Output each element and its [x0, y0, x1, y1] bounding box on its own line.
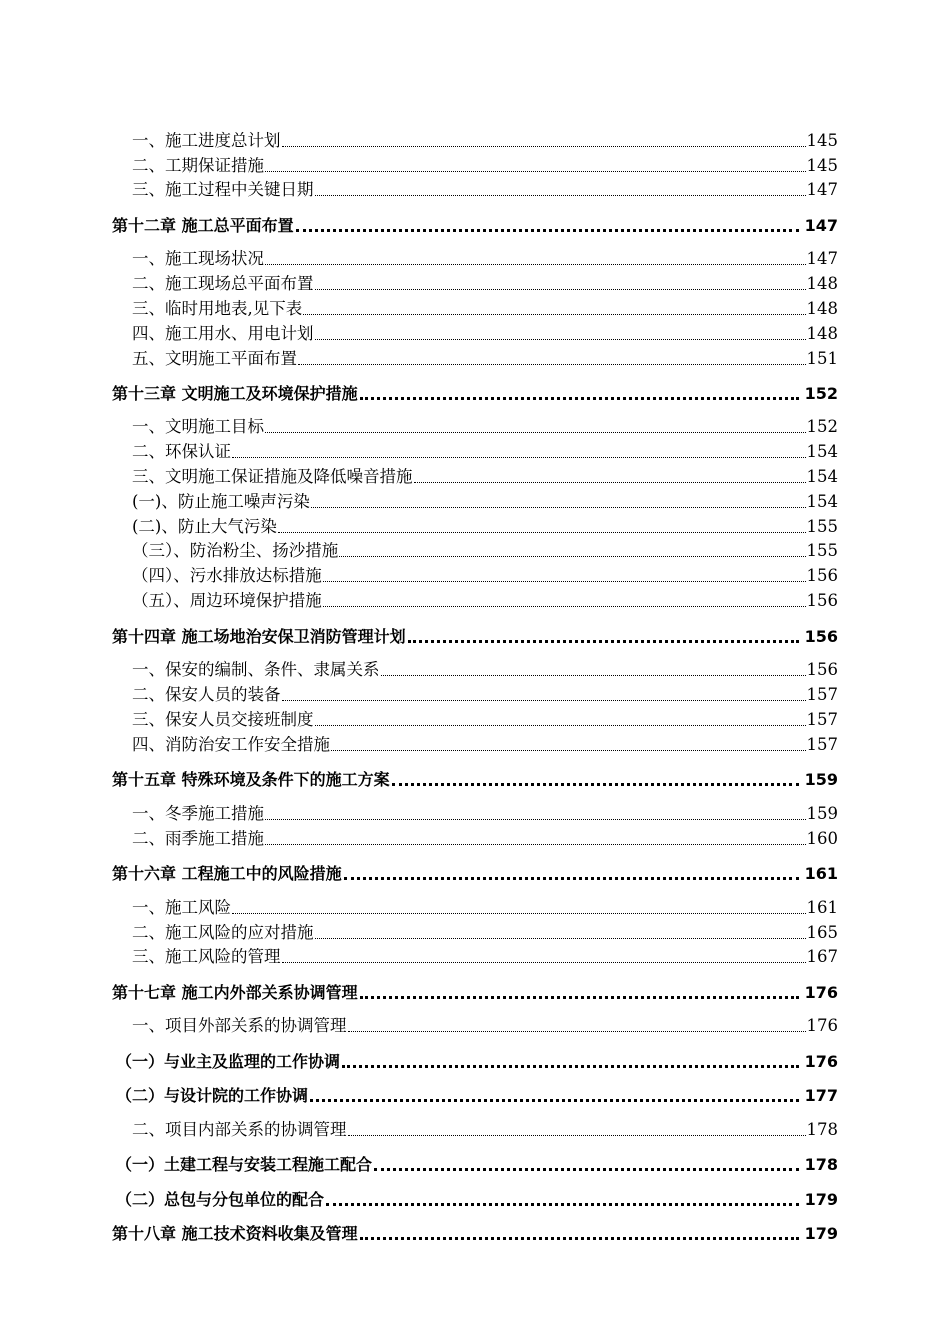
- toc-entry-label: 第十七章 施工内外部关系协调管理: [112, 983, 358, 1002]
- toc-page-number: 148: [806, 299, 838, 318]
- toc-entry-label: 一、施工风险: [132, 898, 231, 917]
- toc-section-entry[interactable]: [112, 1119, 838, 1141]
- toc-entry-label: （一）与业主及监理的工作协调: [116, 1052, 341, 1071]
- toc-page-number: 157: [806, 685, 838, 704]
- toc-section-entry[interactable]: [112, 1084, 838, 1108]
- toc-dot-leader: [360, 1237, 799, 1240]
- toc-entry-label: 第十五章 特殊环境及条件下的施工方案: [112, 770, 390, 789]
- toc-section-entry[interactable]: [112, 565, 838, 587]
- toc-section-entry[interactable]: [112, 684, 838, 706]
- toc-section-entry[interactable]: [112, 348, 838, 370]
- toc-page-number: 161: [806, 898, 838, 917]
- toc-page-number: 179: [804, 1224, 838, 1243]
- toc-section-entry[interactable]: [112, 155, 838, 177]
- toc-chapter-entry[interactable]: [112, 382, 838, 406]
- toc-dot-leader: [265, 171, 806, 172]
- toc-page-number: 145: [806, 156, 838, 175]
- toc-dot-leader: [282, 962, 806, 963]
- toc-page-number: 154: [806, 492, 838, 511]
- toc-entry-label: 三、施工风险的管理: [132, 947, 281, 966]
- toc-entry-label: （二）与设计院的工作协调: [116, 1086, 309, 1105]
- toc-dot-leader: [282, 146, 806, 147]
- toc-entry-label: 四、施工用水、用电计划: [132, 324, 314, 343]
- toc-section-entry[interactable]: [112, 1153, 838, 1177]
- toc-entry-label: (二)、防止大气污染: [132, 517, 277, 536]
- toc-entry-label: 一、冬季施工措施: [132, 804, 264, 823]
- toc-page-number: 156: [804, 627, 838, 646]
- toc-section-entry[interactable]: [112, 1015, 838, 1037]
- toc-dot-leader: [348, 1031, 806, 1032]
- toc-entry-label: （五）、周边环境保护措施: [132, 591, 322, 610]
- toc-page-number: 147: [804, 216, 838, 235]
- toc-entry-label: 一、施工现场状况: [132, 249, 264, 268]
- toc-section-entry[interactable]: [112, 946, 838, 968]
- toc-section-entry[interactable]: [112, 922, 838, 944]
- toc-page-number: 157: [806, 710, 838, 729]
- toc-entry-label: 第十三章 文明施工及环境保护措施: [112, 384, 358, 403]
- toc-dot-leader: [282, 700, 806, 701]
- toc-page-number: 151: [806, 349, 838, 368]
- toc-page-number: 156: [806, 591, 838, 610]
- toc-chapter-entry[interactable]: [112, 214, 838, 238]
- toc-section-entry[interactable]: [112, 516, 838, 538]
- toc-page-number: 159: [804, 770, 838, 789]
- toc-dot-leader: [315, 289, 806, 290]
- toc-section-entry[interactable]: [112, 298, 838, 320]
- toc-entry-label: 一、施工进度总计划: [132, 131, 281, 150]
- toc-page-number: 147: [806, 249, 838, 268]
- toc-section-entry[interactable]: [112, 466, 838, 488]
- toc-entry-label: 二、施工风险的应对措施: [132, 923, 314, 942]
- toc-dot-leader: [381, 675, 806, 676]
- toc-entry-label: 第十八章 施工技术资料收集及管理: [112, 1224, 358, 1243]
- toc-section-entry[interactable]: [112, 803, 838, 825]
- toc-section-entry[interactable]: [112, 416, 838, 438]
- toc-section-entry[interactable]: [112, 179, 838, 201]
- toc-page-number: 147: [806, 180, 838, 199]
- toc-entry-label: 四、消防治安工作安全措施: [132, 735, 330, 754]
- toc-entry-label: （二）总包与分包单位的配合: [116, 1190, 325, 1209]
- toc-dot-leader: [360, 397, 799, 400]
- toc-section-entry[interactable]: [112, 709, 838, 731]
- toc-section-entry[interactable]: [112, 248, 838, 270]
- toc-entry-label: 一、项目外部关系的协调管理: [132, 1016, 347, 1035]
- toc-dot-leader: [303, 314, 805, 315]
- toc-entry-label: （一）土建工程与安装工程施工配合: [116, 1155, 373, 1174]
- toc-page-number: 156: [806, 660, 838, 679]
- toc-chapter-entry[interactable]: [112, 1222, 838, 1246]
- toc-dot-leader: [315, 938, 806, 939]
- toc-dot-leader: [265, 819, 806, 820]
- toc-dot-leader: [323, 581, 806, 582]
- toc-dot-leader: [232, 913, 806, 914]
- toc-entry-label: 第十六章 工程施工中的风险措施: [112, 864, 342, 883]
- toc-section-entry[interactable]: [112, 130, 838, 152]
- toc-dot-leader: [278, 532, 806, 533]
- toc-page-number: 155: [806, 517, 838, 536]
- toc-page-number: 178: [806, 1120, 838, 1139]
- toc-chapter-entry[interactable]: [112, 862, 838, 886]
- toc-section-entry[interactable]: [112, 1188, 838, 1212]
- toc-entry-label: 二、施工现场总平面布置: [132, 274, 314, 293]
- toc-dot-leader: [344, 877, 799, 880]
- toc-entry-label: 一、文明施工目标: [132, 417, 264, 436]
- toc-page-number: 154: [806, 467, 838, 486]
- toc-page-number: 167: [806, 947, 838, 966]
- toc-dot-leader: [414, 482, 806, 483]
- toc-entry-label: 二、项目内部关系的协调管理: [132, 1120, 347, 1139]
- toc-dot-leader: [298, 364, 806, 365]
- toc-dot-leader: [323, 606, 806, 607]
- toc-section-entry[interactable]: [112, 734, 838, 756]
- toc-entry-label: 二、雨季施工措施: [132, 829, 264, 848]
- toc-chapter-entry[interactable]: [112, 768, 838, 792]
- toc-dot-leader: [315, 339, 806, 340]
- toc-section-entry[interactable]: [112, 590, 838, 612]
- toc-page-number: 178: [804, 1155, 838, 1174]
- toc-section-entry[interactable]: [112, 273, 838, 295]
- toc-dot-leader: [339, 556, 805, 557]
- toc-page-number: 177: [804, 1086, 838, 1105]
- toc-page-number: 156: [806, 566, 838, 585]
- toc-section-entry[interactable]: [112, 828, 838, 850]
- toc-entry-label: 三、保安人员交接班制度: [132, 710, 314, 729]
- toc-dot-leader: [265, 264, 806, 265]
- toc-dot-leader: [392, 783, 799, 786]
- toc-chapter-entry[interactable]: [112, 625, 838, 649]
- toc-page-number: 157: [806, 735, 838, 754]
- toc-entry-label: （四）、污水排放达标措施: [132, 566, 322, 585]
- toc-dot-leader: [265, 844, 806, 845]
- toc-dot-leader: [232, 457, 806, 458]
- toc-entry-label: 三、施工过程中关键日期: [132, 180, 314, 199]
- toc-entry-label: 三、临时用地表,见下表: [132, 299, 303, 318]
- toc-section-entry[interactable]: [112, 491, 838, 513]
- toc-dot-leader: [326, 1203, 799, 1206]
- toc-section-entry[interactable]: [112, 897, 838, 919]
- toc-entry-label: (一)、防止施工噪声污染: [132, 492, 310, 511]
- toc-page-number: 155: [806, 541, 838, 560]
- toc-entry-label: 一、保安的编制、条件、隶属关系: [132, 660, 380, 679]
- toc-entry-label: （三）、防治粉尘、扬沙措施: [132, 541, 339, 560]
- toc-dot-leader: [310, 1099, 799, 1102]
- toc-entry-label: 二、工期保证措施: [132, 156, 264, 175]
- toc-dot-leader: [348, 1135, 806, 1136]
- toc-page-number: 176: [804, 1052, 838, 1071]
- toc-dot-leader: [296, 229, 799, 232]
- toc-entry-label: 三、文明施工保证措施及降低噪音措施: [132, 467, 413, 486]
- toc-dot-leader: [315, 195, 806, 196]
- toc-dot-leader: [315, 725, 806, 726]
- toc-page-number: 152: [804, 384, 838, 403]
- toc-dot-leader: [342, 1065, 799, 1068]
- toc-page-number: 152: [806, 417, 838, 436]
- toc-chapter-entry[interactable]: [112, 981, 838, 1005]
- toc-entry-label: 第十四章 施工场地治安保卫消防管理计划: [112, 627, 406, 646]
- toc-dot-leader: [331, 750, 806, 751]
- toc-section-entry[interactable]: [112, 323, 838, 345]
- toc-dot-leader: [408, 640, 799, 643]
- toc-dot-leader: [360, 996, 799, 999]
- toc-entry-label: 二、保安人员的装备: [132, 685, 281, 704]
- toc-page-number: 179: [804, 1190, 838, 1209]
- toc-dot-leader: [311, 507, 806, 508]
- toc-dot-leader: [374, 1168, 799, 1171]
- toc-page-number: 160: [806, 829, 838, 848]
- toc-entry-label: 五、文明施工平面布置: [132, 349, 297, 368]
- toc-page-number: 176: [804, 983, 838, 1002]
- toc-section-entry[interactable]: [112, 540, 838, 562]
- toc-page-number: 154: [806, 442, 838, 461]
- toc-page-number: 161: [804, 864, 838, 883]
- toc-section-entry[interactable]: [112, 1050, 838, 1074]
- toc-page-number: 148: [806, 274, 838, 293]
- toc-section-entry[interactable]: [112, 659, 838, 681]
- toc-page-number: 165: [806, 923, 838, 942]
- toc-section-entry[interactable]: [112, 441, 838, 463]
- toc-page-number: 159: [806, 804, 838, 823]
- toc-page-number: 176: [806, 1016, 838, 1035]
- toc-page-number: 145: [806, 131, 838, 150]
- toc-entry-label: 二、环保认证: [132, 442, 231, 461]
- toc-page-number: 148: [806, 324, 838, 343]
- toc-entry-label: 第十二章 施工总平面布置: [112, 216, 294, 235]
- toc-dot-leader: [265, 432, 806, 433]
